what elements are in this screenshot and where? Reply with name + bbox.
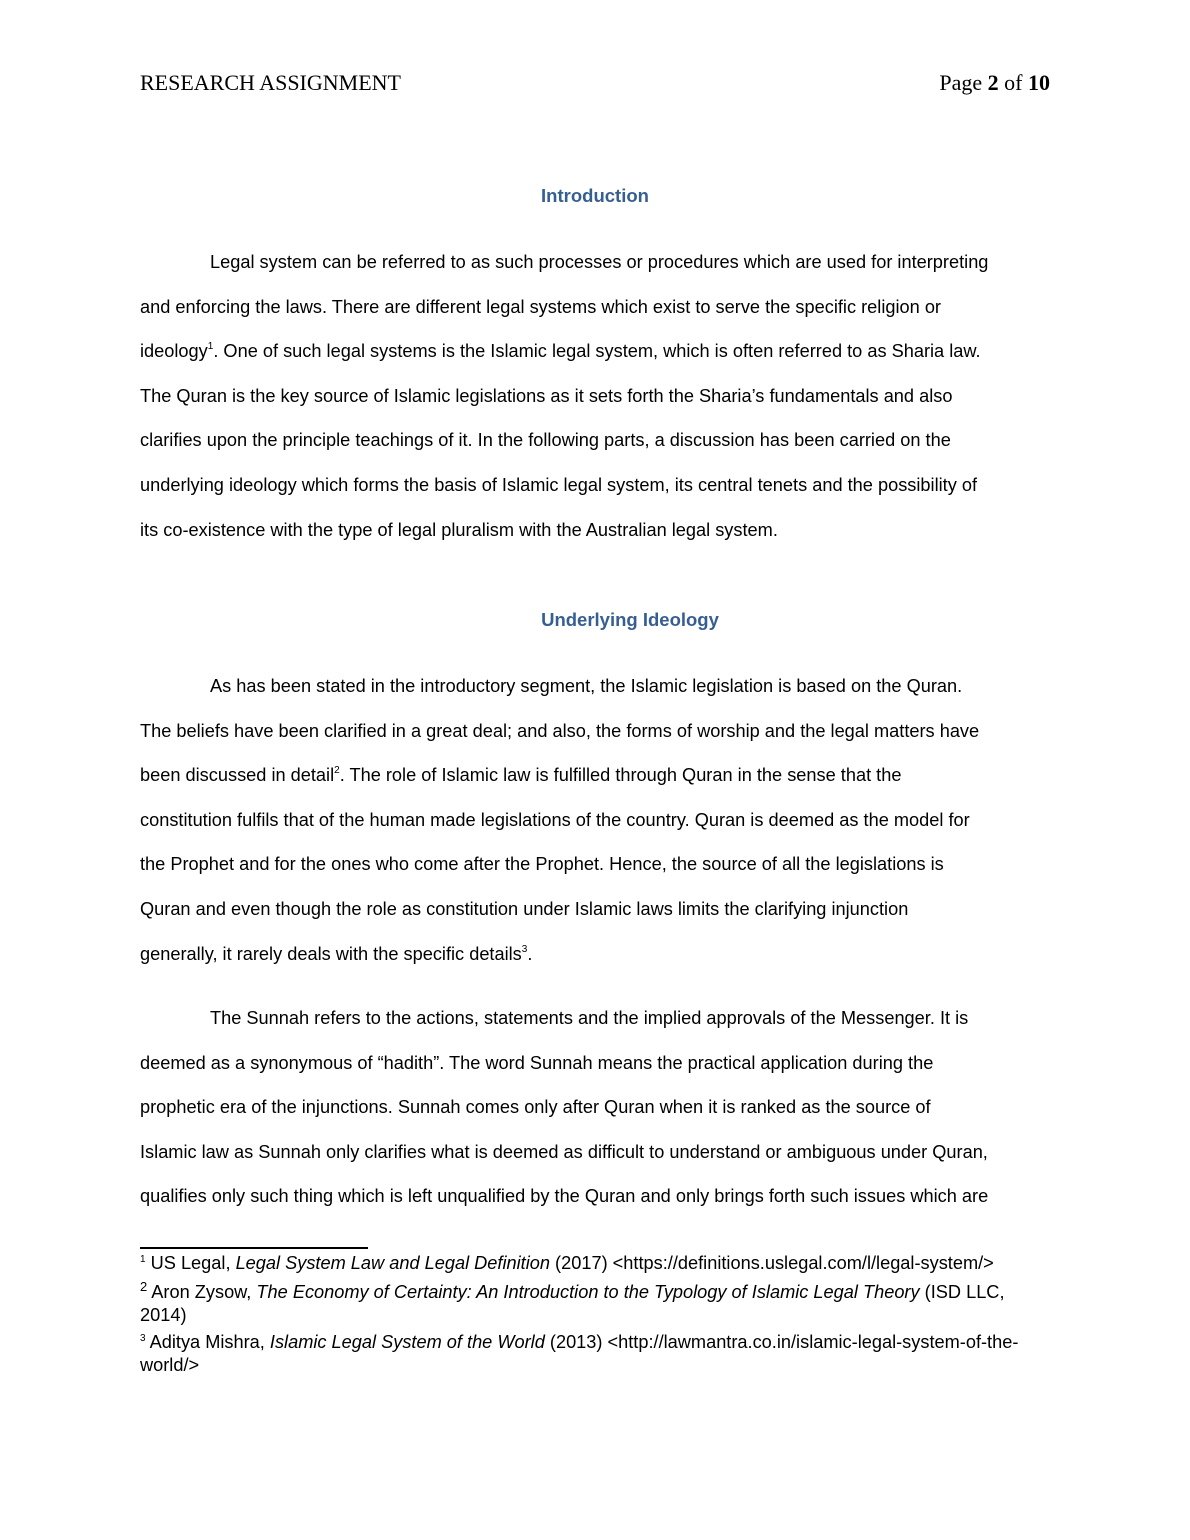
paragraph-line: generally, it rarely deals with the specific details$^3$. [140,943,533,964]
heading-introduction: Introduction [541,185,649,206]
paragraph-line: Islamic law as Sunnah only clarifies what is deemed as difficult to understand or ambiguous under Quran, [140,1141,988,1162]
total-pages: 10 [1028,70,1050,95]
paragraph-line: The Quran is the key source of Islamic legislations as it sets forth the Sharia’s fundamentals and also [140,385,953,406]
footnote-ref-2[interactable]: 2 [334,765,340,777]
paragraph-line: underlying ideology which forms the basis of Islamic legal system, its central tenets and the possibility of [140,474,978,495]
footnote-ref-1[interactable]: 1 [207,341,214,353]
footnote-3: $^3$ Aditya Mishra, Islamic Legal System of the World (2013) <http://lawmantra.co.in/islamic-legal-system-of-the-world/> [140,1332,1019,1375]
paragraph-line: and enforcing the laws. There are different legal systems which exist to serve the specific religion or [140,296,941,317]
paragraph-line: clarifies upon the principle teachings of it. In the following parts, a discussion has been carried on the [140,430,951,451]
document-title: RESEARCH ASSIGNMENT [140,70,401,95]
paragraph-line: ideology$^1$. One of such legal systems is the Islamic legal system, which is often referred to as Sharia law. [140,341,981,362]
page-word: Page [939,70,983,95]
paragraph-line: deemed as a synonymous of “hadith”. The word Sunnah means the practical application during the [140,1052,934,1073]
ideology-paragraph-2 [140,996,1050,1219]
paragraph-line: the Prophet and for the ones who come after the Prophet. Hence, the source of all the legislations is [140,854,944,875]
footnotes [140,1252,1050,1378]
paragraph-line: The Sunnah refers to the actions, statements and the implied approvals of the Messenger. It is [210,1008,969,1028]
paragraph-line: Quran and even though the role as constitution under Islamic laws limits the clarifying injunction [140,898,909,919]
page-header [140,70,1050,100]
current-page: 2 [987,70,999,95]
introduction-paragraph [140,240,1050,552]
page-number [939,70,1050,96]
paragraph-line: qualifies only such thing which is left unqualified by the Quran and only brings forth such issues which are [140,1186,989,1207]
paragraph-line: been discussed in detail$^2$. The role of Islamic law is fulfilled through Quran in the sense that the [140,765,902,786]
paragraph-line: constitution fulfils that of the human made legislations of the country. Quran is deemed as the model for [140,809,970,830]
heading-underlying-ideology: Underlying Ideology [541,609,719,630]
footnote-ref-3[interactable]: 3 [521,943,528,955]
paragraph-line: As has been stated in the introductory segment, the Islamic legislation is based on the Quran. [210,676,963,696]
of-word: of [1004,70,1023,95]
paragraph-line: its co-existence with the type of legal pluralism with the Australian legal system. [140,519,778,540]
footnote-separator [140,1247,368,1249]
ideology-paragraph-1 [140,664,1050,976]
footnote-2: $^2$ Aron Zysow, The Economy of Certainty: An Introduction to the Typology of Islamic Legal Theory (ISD LLC, 2014) [140,1278,1005,1325]
paragraph-line: Legal system can be referred to as such processes or procedures which are used for interpreting [210,252,989,272]
paragraph-line: prophetic era of the injunctions. Sunnah comes only after Quran when it is ranked as the source of [140,1097,931,1118]
footnote-1: $^1$ US Legal, Legal System Law and Legal Definition (2017) <https://definitions.uslegal.com/l/legal-system/> [140,1253,994,1273]
paragraph-line: The beliefs have been clarified in a great deal; and also, the forms of worship and the legal matters have [140,720,980,741]
